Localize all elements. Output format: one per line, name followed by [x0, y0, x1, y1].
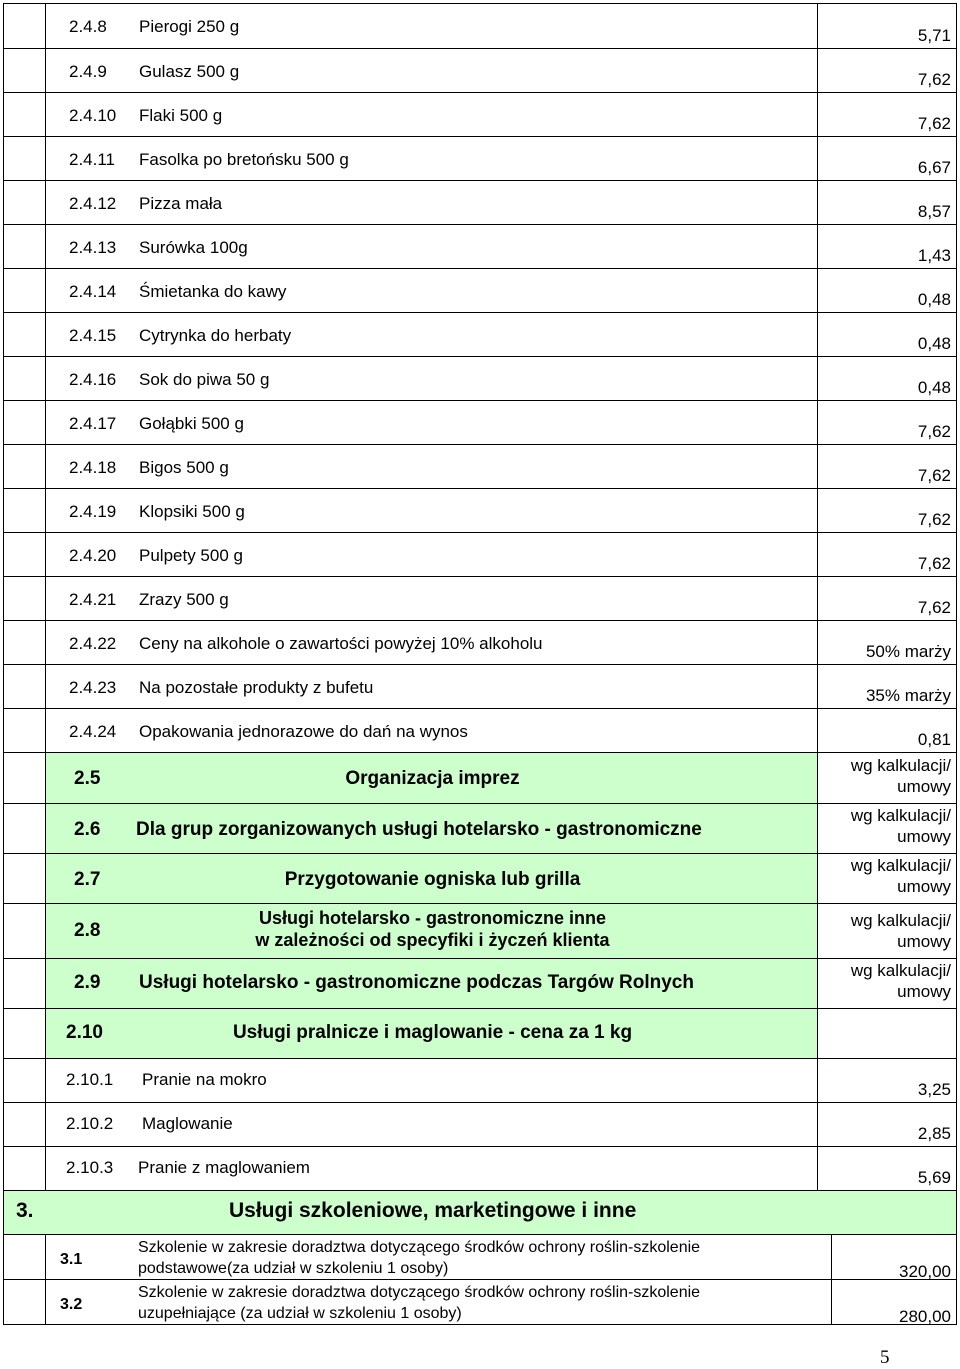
table-row: [4, 401, 956, 445]
group-title: Przygotowanie ogniska lub grilla: [284, 869, 581, 890]
item-price: 7,62: [917, 510, 951, 529]
table-row: [4, 357, 956, 401]
item-number: 2.4.23: [69, 678, 117, 697]
table-row: [4, 1280, 956, 1324]
price-line: umowy: [897, 777, 951, 796]
table-row: [4, 49, 956, 93]
title-line: Usługi hotelarsko - gastronomiczne inne: [258, 908, 607, 928]
group-number: 2.10: [66, 1022, 103, 1043]
table-row: [4, 533, 956, 577]
title-line: w zależności od specyfiki i życzeń klienta: [255, 930, 610, 950]
section-header: [4, 1191, 956, 1235]
item-number: 2.4.20: [69, 546, 117, 565]
item-price: 8,57: [917, 202, 951, 221]
item-number: 3.1: [60, 1251, 83, 1268]
item-price: 6,67: [917, 158, 951, 177]
item-name: Ceny na alkohole o zawartości powyżej 10% alkoholu: [139, 634, 543, 653]
item-price: 3,25: [917, 1080, 951, 1099]
item-number: 2.4.21: [69, 590, 117, 609]
item-name: Zrazy 500 g: [139, 590, 229, 609]
item-name: Śmietanka do kawy: [139, 282, 287, 301]
page-number: 5: [880, 1347, 890, 1368]
item-name: Surówka 100g: [139, 238, 248, 257]
table-row: [4, 1147, 956, 1191]
item-number: 2.10.2: [66, 1114, 114, 1133]
group-number: 2.9: [74, 972, 101, 993]
group-price: [851, 755, 951, 797]
item-price: 0,48: [917, 290, 951, 309]
item-price: 7,62: [917, 598, 951, 617]
item-price: 7,62: [917, 114, 951, 133]
item-name: Klopsiki 500 g: [139, 502, 245, 521]
group-title: Usługi pralnicze i maglowanie - cena za 1 kg: [232, 1022, 633, 1043]
item-number: 2.4.12: [69, 194, 117, 213]
price-line: umowy: [897, 877, 951, 896]
group-number: 2.8: [74, 920, 101, 941]
price-line: wg kalkulacji/: [850, 806, 951, 825]
item-price: 1,43: [917, 246, 951, 265]
item-number: 2.4.11: [69, 150, 116, 169]
table-row: [4, 1059, 956, 1103]
table-row: [4, 1103, 956, 1147]
section-title: Usługi szkoleniowe, marketingowe i inne: [229, 1199, 637, 1222]
item-number: 2.4.16: [69, 370, 117, 389]
item-number: 2.4.18: [69, 458, 117, 477]
item-name: Pulpety 500 g: [139, 546, 243, 565]
item-price: 0,81: [917, 730, 951, 749]
group-title: Dla grup zorganizowanych usługi hotelarsko - gastronomiczne: [136, 819, 702, 840]
group-row: [4, 753, 956, 804]
item-number: 2.4.22: [69, 634, 117, 653]
price-line: umowy: [897, 827, 951, 846]
table-row: [4, 709, 956, 753]
item-price: 7,62: [917, 466, 951, 485]
group-title: Organizacja imprez: [345, 768, 520, 789]
item-name: Pranie z maglowaniem: [138, 1158, 310, 1177]
group-title: Usługi hotelarsko - gastronomiczne podczas Targów Rolnych: [139, 972, 694, 993]
item-name: Fasolka po bretońsku 500 g: [139, 150, 349, 169]
group-row: [4, 904, 956, 959]
group-row: [4, 1009, 956, 1059]
table-row: [4, 269, 956, 313]
item-name: Opakowania jednorazowe do dań na wynos: [139, 722, 468, 741]
item-price: 50% marży: [865, 642, 951, 661]
item-price: 7,62: [917, 70, 951, 89]
description-line: podstawowe(za udział w szkoleniu 1 osoby): [138, 1260, 449, 1277]
group-price: [851, 855, 951, 897]
item-number: 2.4.24: [69, 722, 117, 741]
item-number: 3.2: [60, 1296, 83, 1313]
table-row: [4, 313, 956, 357]
item-price: 0,48: [917, 334, 951, 353]
table-row: [4, 1235, 956, 1280]
price-line: umowy: [897, 982, 951, 1001]
item-price: 35% marży: [865, 686, 951, 705]
item-number: 2.10.3: [66, 1158, 114, 1177]
price-line: wg kalkulacji/: [850, 856, 951, 875]
item-name: Cytrynka do herbaty: [139, 326, 292, 345]
item-name: Na pozostałe produkty z bufetu: [139, 678, 374, 697]
item-name: Pranie na mokro: [142, 1070, 267, 1089]
item-name: Maglowanie: [142, 1114, 233, 1133]
item-number: 2.10.1: [66, 1070, 114, 1089]
item-number: 2.4.15: [69, 326, 117, 345]
item-number: 2.4.19: [69, 502, 117, 521]
item-name: Gulasz 500 g: [139, 62, 240, 81]
table-row: [4, 489, 956, 533]
group-number: 2.7: [74, 869, 101, 890]
group-price: [851, 960, 951, 1002]
item-name: Pierogi 250 g: [139, 17, 240, 36]
item-number: 2.4.14: [69, 282, 117, 301]
table-row: [4, 445, 956, 489]
item-number: 2.4.13: [69, 238, 117, 257]
item-price: 2,85: [917, 1124, 951, 1143]
price-line: wg kalkulacji/: [850, 911, 951, 930]
item-price: 5,71: [917, 26, 951, 45]
item-price: 0,48: [917, 378, 951, 397]
item-number: 2.4.9: [69, 62, 107, 81]
table-row: [4, 137, 956, 181]
item-name: Flaki 500 g: [139, 106, 223, 125]
item-number: 2.4.17: [69, 414, 117, 433]
item-number: 2.4.10: [69, 106, 117, 125]
table-row: [4, 621, 956, 665]
item-name: Gołąbki 500 g: [139, 414, 244, 433]
group-row: [4, 854, 956, 904]
price-line: umowy: [897, 932, 951, 951]
item-price: 5,69: [917, 1168, 951, 1187]
description-line: uzupełniające (za udział w szkoleniu 1 osoby): [138, 1305, 462, 1322]
item-name: Sok do piwa 50 g: [139, 370, 270, 389]
item-name: Bigos 500 g: [139, 458, 229, 477]
group-number: 2.5: [74, 768, 101, 789]
group-row: [4, 804, 956, 854]
description-line: Szkolenie w zakresie doradztwa dotyczącego środków ochrony roślin-szkolenie: [138, 1284, 701, 1301]
price-table: [3, 3, 957, 1325]
table-row: [4, 665, 956, 709]
item-price: 320,00: [899, 1262, 951, 1281]
group-title: [46, 907, 819, 951]
table-row: [4, 577, 956, 621]
item-price: 280,00: [899, 1307, 951, 1326]
group-number: 2.6: [74, 819, 101, 840]
group-price: [851, 910, 951, 952]
section-number: 3.: [16, 1199, 34, 1222]
group-row: [4, 959, 956, 1009]
item-number: 2.4.8: [69, 17, 107, 36]
table-row: [4, 93, 956, 137]
table-row: [4, 4, 956, 49]
item-description: [138, 1282, 700, 1324]
item-price: 7,62: [917, 554, 951, 573]
price-line: wg kalkulacji/: [850, 756, 951, 775]
item-price: 7,62: [917, 422, 951, 441]
table-row: [4, 181, 956, 225]
price-line: wg kalkulacji/: [850, 961, 951, 980]
item-description: [138, 1237, 700, 1279]
item-name: Pizza mała: [139, 194, 223, 213]
description-line: Szkolenie w zakresie doradztwa dotyczącego środków ochrony roślin-szkolenie: [138, 1239, 701, 1256]
table-row: [4, 225, 956, 269]
group-price: [851, 805, 951, 847]
